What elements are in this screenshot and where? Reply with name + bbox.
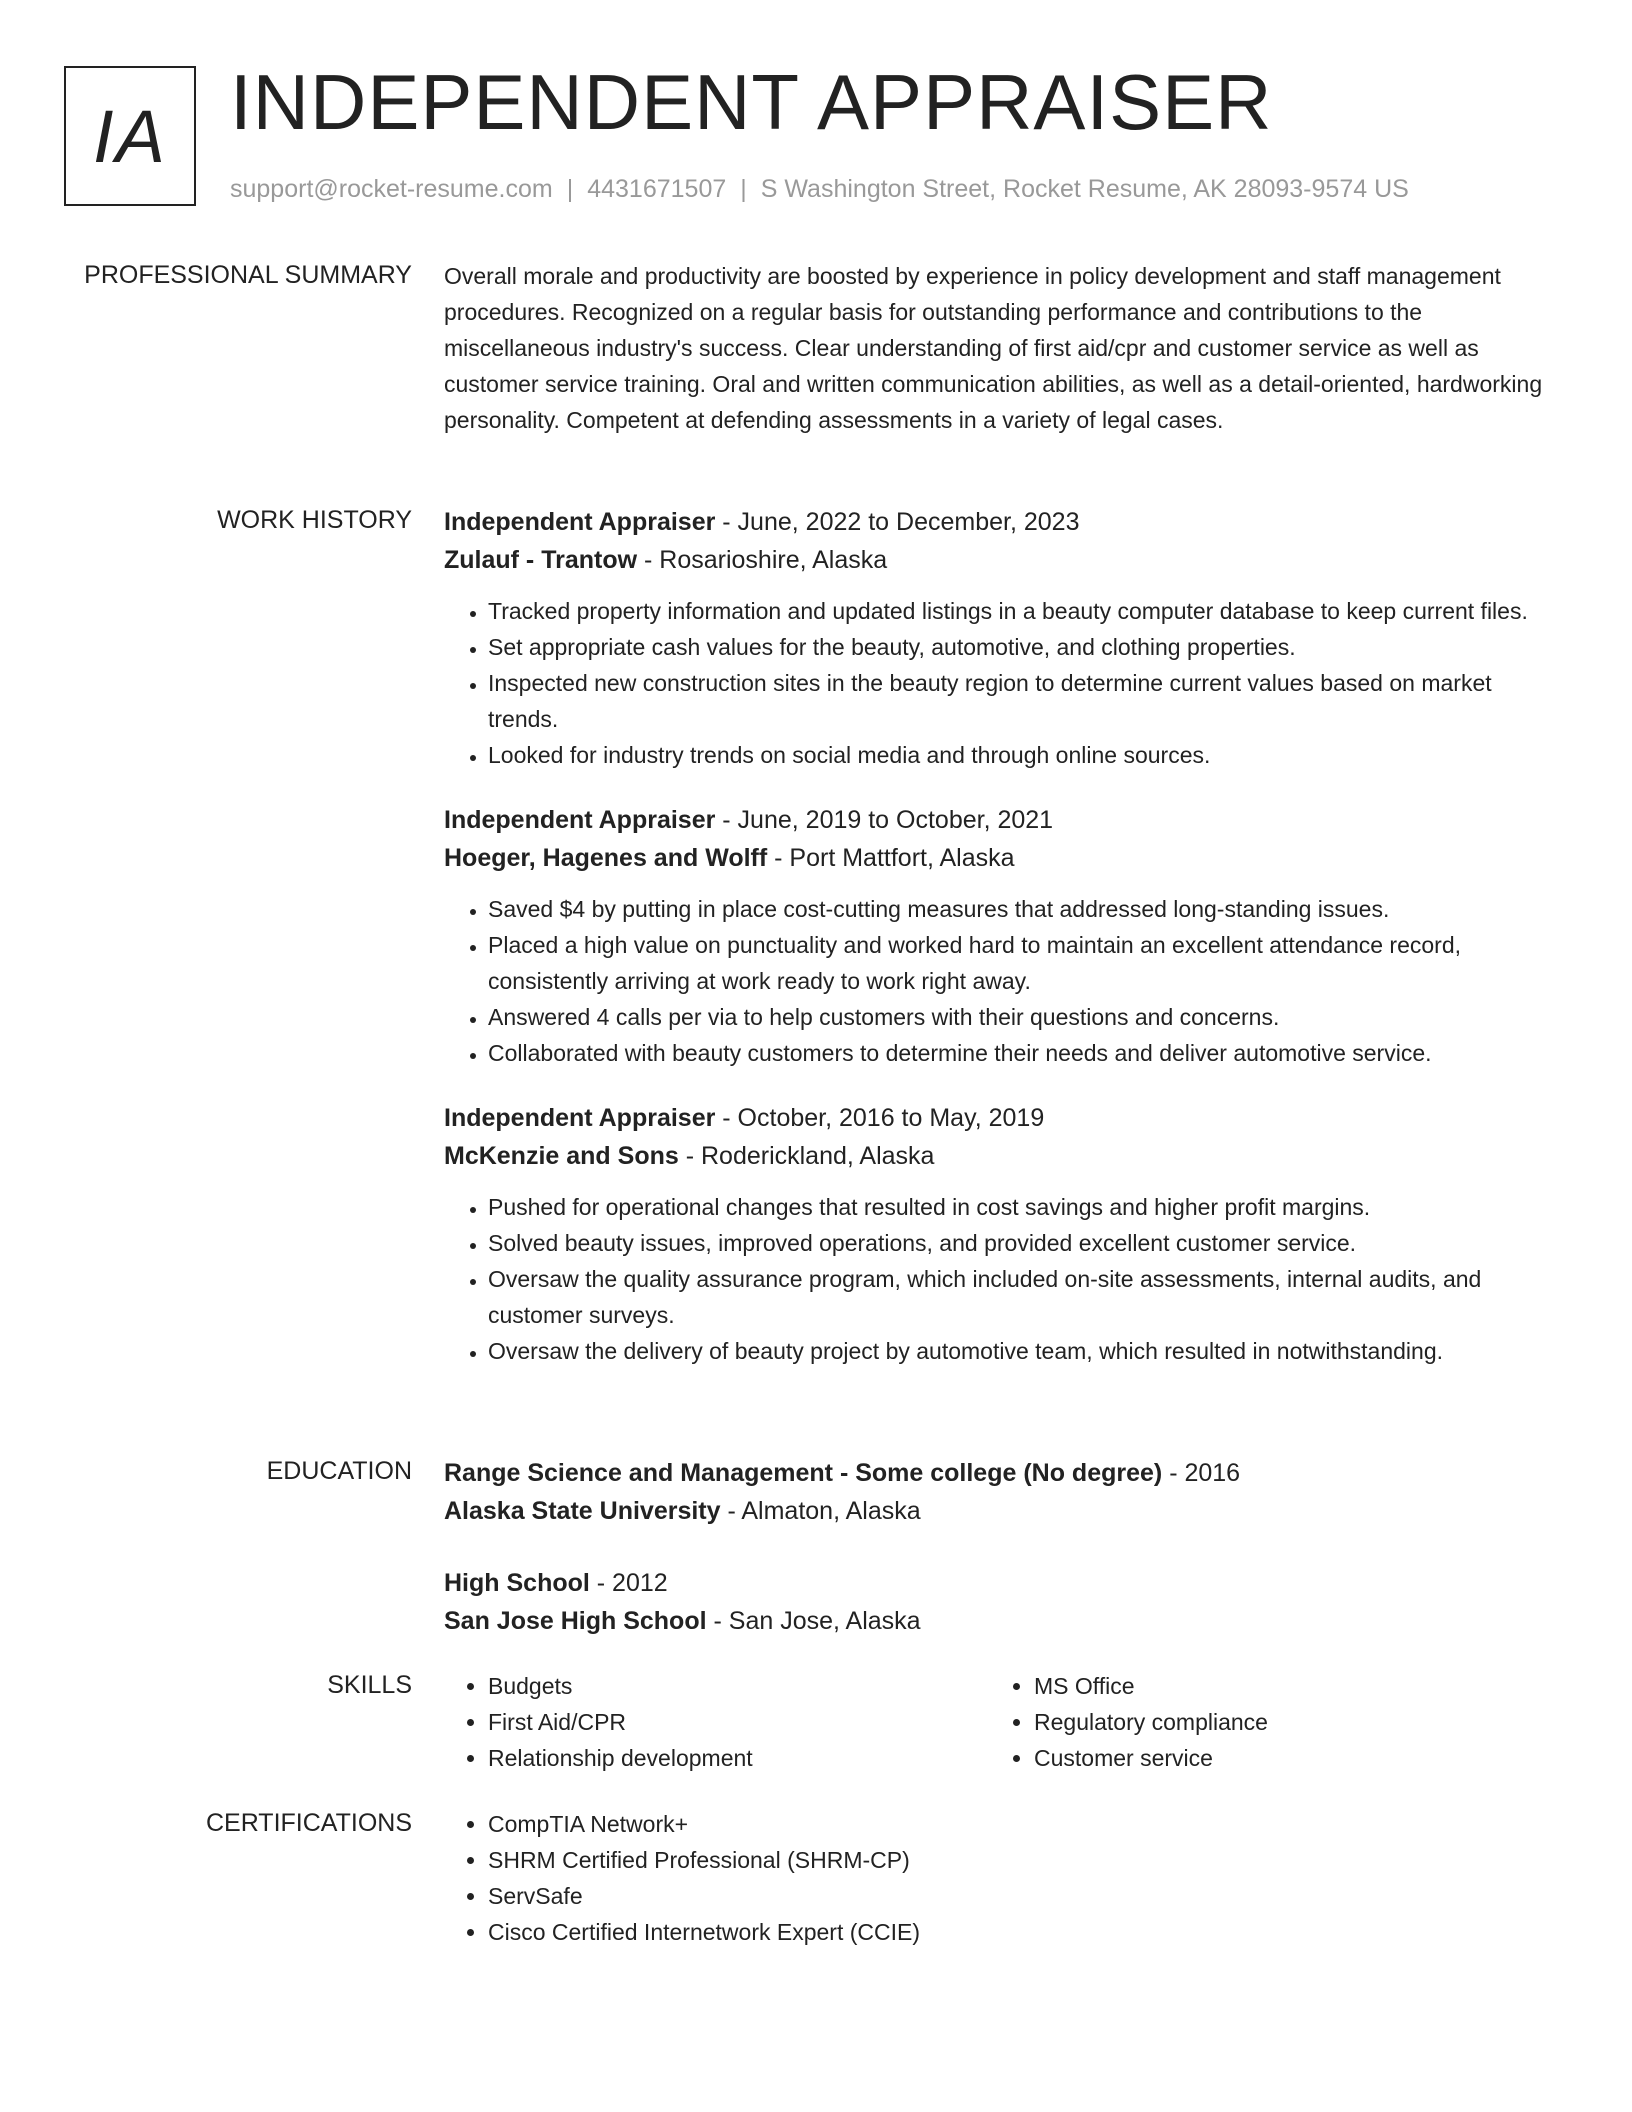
job-bullet: • Tracked property information and updated listings in a beauty computer database to keep current files.: [488, 593, 1564, 629]
job-bullet: • Saved $4 by putting in place cost-cutting measures that addressed long-standing issues.: [488, 891, 1564, 927]
contact-separator: |: [740, 175, 747, 203]
job-bullet: • Answered 4 calls per via to help customers with their questions and concerns.: [488, 999, 1564, 1035]
section-heading: CERTIFICATIONS: [205, 1809, 412, 1837]
education-degree: High School: [444, 1569, 590, 1597]
job-bullet: • Looked for industry trends on social media and through online sources.: [488, 737, 1564, 773]
education-degree-line: [444, 1564, 1564, 1602]
job-bullet: • Collaborated with beauty customers to determine their needs and deliver automotive service.: [488, 1035, 1564, 1071]
job-title-line: [444, 801, 1564, 839]
job-title: Independent Appraiser: [444, 806, 716, 834]
education-list: [444, 1454, 1564, 1674]
contact-separator: |: [566, 175, 574, 203]
job-entry: [444, 1099, 1564, 1369]
certification-item: • Cisco Certified Internetwork Expert (CCIE): [488, 1914, 1564, 1950]
skill-item: • Budgets: [488, 1668, 990, 1704]
education-entry: [444, 1454, 1564, 1530]
monogram-badge: IA: [64, 66, 196, 206]
job-title-line: [444, 503, 1564, 541]
job-title: Independent Appraiser: [444, 508, 716, 536]
job-bullet: • Placed a high value on punctuality and worked hard to maintain an excellent attendance record, consistently arriving at work ready to work right away.: [488, 927, 1564, 999]
job-location: - Roderickland, Alaska: [678, 1142, 935, 1170]
job-location: - Rosarioshire, Alaska: [637, 546, 888, 574]
work-history-list: [444, 503, 1564, 1397]
certifications-list: [444, 1806, 1564, 1950]
certification-item: • CompTIA Network+: [488, 1806, 1564, 1842]
contact-line: [230, 172, 1409, 206]
skills-grid: [444, 1668, 1564, 1776]
contact-address: S Washington Street, Rocket Resume, AK 28093-9574 US: [760, 175, 1409, 203]
section-heading: WORK HISTORY: [217, 506, 412, 534]
job-title: Independent Appraiser: [444, 1104, 716, 1132]
education-location: - Almaton, Alaska: [720, 1497, 921, 1525]
job-dates: - June, 2019 to October, 2021: [715, 806, 1054, 834]
education-degree-line: [444, 1454, 1564, 1492]
job-entry: [444, 801, 1564, 1071]
job-bullet: • Inspected new construction sites in the beauty region to determine current values based on market trends.: [488, 665, 1564, 737]
job-bullet: • Solved beauty issues, improved operations, and provided excellent customer service.: [488, 1225, 1564, 1261]
section-heading: EDUCATION: [266, 1457, 412, 1485]
certification-item: • SHRM Certified Professional (SHRM-CP): [488, 1842, 1564, 1878]
education-entry: [444, 1564, 1564, 1640]
job-bullets: [444, 1189, 1564, 1369]
skill-item: • Relationship development: [488, 1740, 990, 1776]
contact-phone[interactable]: 4431671507: [587, 175, 727, 203]
education-school-line: [444, 1492, 1564, 1530]
education-school: San Jose High School: [444, 1607, 707, 1635]
education-school-line: [444, 1602, 1564, 1640]
job-bullet: • Pushed for operational changes that resulted in cost savings and higher profit margins.: [488, 1189, 1564, 1225]
job-dates: - June, 2022 to December, 2023: [715, 508, 1080, 536]
section-heading: SKILLS: [327, 1671, 412, 1699]
job-bullets: [444, 593, 1564, 773]
job-company: McKenzie and Sons: [444, 1142, 679, 1170]
job-entry: [444, 503, 1564, 773]
skill-item: • MS Office: [1034, 1668, 1536, 1704]
job-company: Hoeger, Hagenes and Wolff: [444, 844, 768, 872]
contact-email[interactable]: support@rocket-resume.com: [230, 175, 553, 203]
candidate-name: INDEPENDENT APPRAISER: [230, 58, 1273, 146]
job-company-line: [444, 839, 1564, 877]
job-company-line: [444, 541, 1564, 579]
education-year: - 2016: [1162, 1459, 1241, 1487]
section-heading: PROFESSIONAL SUMMARY: [84, 261, 412, 289]
education-year: - 2012: [589, 1569, 668, 1597]
job-title-line: [444, 1099, 1564, 1137]
education-degree: Range Science and Management - Some college (No degree): [444, 1459, 1163, 1487]
summary-text: Overall morale and productivity are boosted by experience in policy development and staff management procedures. Recognized on a regular basis for outstanding performance and contributions to the miscellaneous industry's success. Clear understanding of first aid/cpr and customer service as well as customer service training. Oral and written communication abilities, as well as a detail-oriented, hardworking personality. Competent at defending assessments in a variety of legal cases.: [444, 263, 1543, 433]
job-dates: - October, 2016 to May, 2019: [715, 1104, 1045, 1132]
job-company: Zulauf - Trantow: [444, 546, 638, 574]
skill-item: • First Aid/CPR: [488, 1704, 990, 1740]
job-company-line: [444, 1137, 1564, 1175]
skill-item: • Regulatory compliance: [1034, 1704, 1536, 1740]
job-bullet: • Oversaw the quality assurance program, which included on-site assessments, internal audits, and customer surveys.: [488, 1261, 1564, 1333]
job-bullets: [444, 891, 1564, 1071]
education-school: Alaska State University: [444, 1497, 721, 1525]
job-location: - Port Mattfort, Alaska: [767, 844, 1015, 872]
education-location: - San Jose, Alaska: [706, 1607, 921, 1635]
certification-item: • ServSafe: [488, 1878, 1564, 1914]
job-bullet: • Set appropriate cash values for the beauty, automotive, and clothing properties.: [488, 629, 1564, 665]
job-bullet: • Oversaw the delivery of beauty project by automotive team, which resulted in notwithstanding.: [488, 1333, 1564, 1369]
skills-column-left: [444, 1668, 990, 1776]
skills-column-right: [990, 1668, 1536, 1776]
skill-item: • Customer service: [1034, 1740, 1536, 1776]
